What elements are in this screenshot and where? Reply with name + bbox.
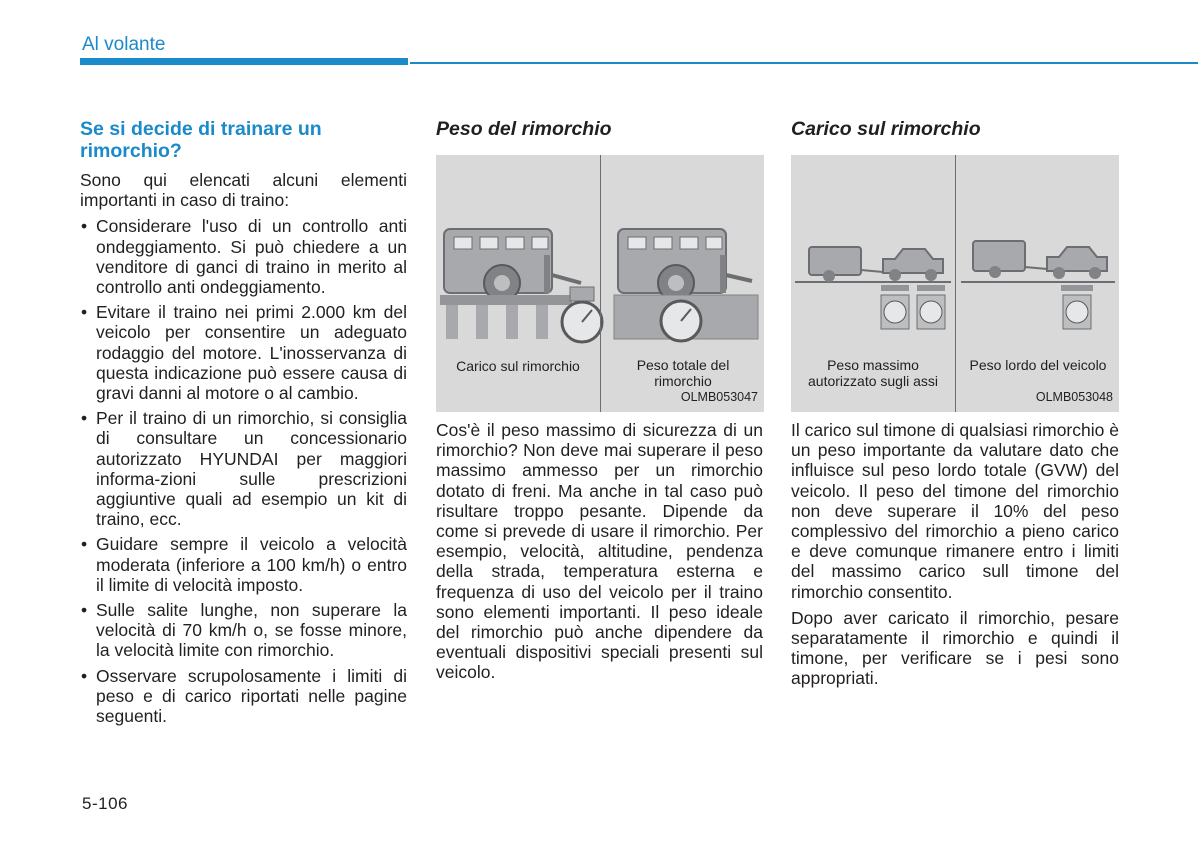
figure-caption-left: Carico sul rimorchio: [456, 358, 580, 374]
trailer-weight-paragraph: Cos'è il peso massimo di sicurezza di un rimorchio? Non deve mai superare il peso massimo ammesso per un rimorchio dotato di freni. Ma anche in tal caso può risultare troppo pesante. Dipende da come si prevede di usare il rimorchio. Per esempio, velocità, altitudine, pendenza della strada, temperatura esterna e frequenza di uso del veicolo per il traino sono elementi importanti. Il peso ideale del rimorchio può anche dipendere da eventuali dispositivi speciali presenti sul veicolo.: [436, 420, 763, 683]
header-rule-thick: [80, 58, 408, 65]
figure-code: OLMB053048: [1035, 389, 1113, 404]
towing-heading: Se si decide di trainare un rimorchio?: [80, 118, 322, 162]
page-number: 5-106: [82, 794, 128, 813]
header-rule-thin: [410, 62, 1198, 64]
trailer-load-paragraph-1: Il carico sul timone di qualsiasi rimorchio è un peso importante da valutare dato che influisce sul peso lordo totale (GVW) del veicolo. Il peso del timone del rimorchio non deve superare il 10% del peso complessivo del rimorchio a pieno carico e deve comunque rimanere entro i limiti del massimo carico sull timone del rimorchio consentito.: [791, 420, 1119, 602]
trailer-weight-figure: [436, 155, 764, 412]
trailer-on-ramp-illustration: [440, 229, 602, 342]
figure-caption-right: Peso lordo del veicolo: [969, 357, 1107, 373]
trailer-load-figure: [791, 155, 1119, 412]
trailer-on-scale-illustration: [614, 229, 758, 341]
list-item: • Sulle salite lunghe, non superare la velocità di 70 km/h o, se fosse minore, la velocità limite con rimorchio.: [80, 600, 407, 661]
figure-divider: [600, 155, 601, 412]
list-item: • Evitare il traino nei primi 2.000 km del veicolo per consentire un adeguato rodaggio del motore. L'inosservanza di questa indicazione può essere causa di gravi danni al motore o al cambio.: [80, 302, 407, 403]
figure-caption-left: Peso massimo autorizzato sugli assi: [808, 357, 938, 389]
axle-weight-illustration: [795, 247, 951, 329]
column-right: [791, 118, 1119, 695]
list-item: • Considerare l'uso di un controllo anti ondeggiamento. Si può chiedere a un venditore di ganci di traino in merito al controllo anti ondeggiamento.: [80, 216, 407, 297]
gross-weight-illustration: [961, 241, 1115, 329]
column-left: [80, 118, 407, 731]
trailer-weight-heading: Peso del rimorchio: [436, 118, 612, 140]
column-middle: [436, 118, 763, 689]
list-item: • Osservare scrupolosamente i limiti di peso e di carico riportati nelle pagine seguenti.: [80, 666, 407, 727]
figure-caption-right: Peso totale del rimorchio: [636, 357, 730, 389]
trailer-load-paragraph-2: Dopo aver caricato il rimorchio, pesare separatamente il rimorchio e quindi il timone, per verificare se i pesi sono appropriati.: [791, 607, 1119, 689]
figure-code: OLMB053047: [680, 389, 758, 404]
figure-divider: [955, 155, 956, 412]
section-title: Al volante: [82, 34, 166, 55]
list-item: • Per il traino di un rimorchio, si consiglia di consultare un concessionario autorizzato HYUNDAI per maggiori informa-zioni sulle prescrizioni aggiuntive quali ad esempio un kit di traino, ecc.: [80, 408, 407, 529]
towing-bullet-list: [80, 216, 407, 726]
trailer-load-heading: Carico sul rimorchio: [791, 118, 981, 140]
list-item: • Guidare sempre il veicolo a velocità moderata (inferiore a 100 km/h) o entro il limite di velocità imposto.: [80, 534, 407, 595]
towing-intro: Sono qui elencati alcuni elementi importanti in caso di traino:: [80, 170, 407, 211]
